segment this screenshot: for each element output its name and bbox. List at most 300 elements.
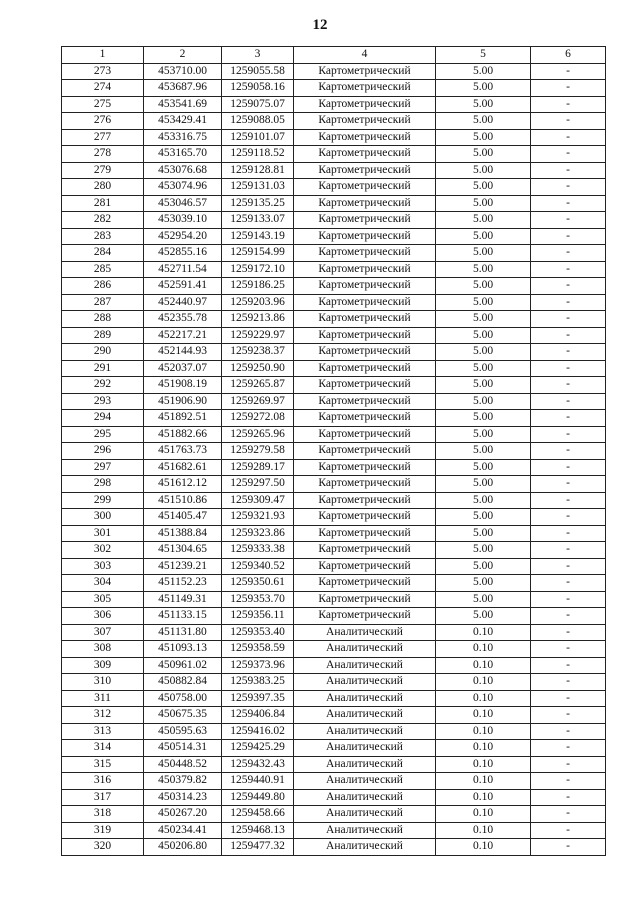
cell-y: 1259358.59 [222,641,294,658]
cell-description: - [531,525,606,542]
cell-y: 1259265.87 [222,377,294,394]
cell-y: 1259250.90 [222,360,294,377]
table-row [62,426,606,443]
cell-x: 451152.23 [144,575,222,592]
cell-x: 450675.35 [144,707,222,724]
cell-y: 1259353.40 [222,624,294,641]
cell-method: Аналитический [294,789,436,806]
cell-description: - [531,96,606,113]
cell-x: 451908.19 [144,377,222,394]
cell-precision: 5.00 [436,80,531,97]
cell-point-number: 308 [62,641,144,658]
cell-description: - [531,674,606,691]
cell-description: - [531,756,606,773]
cell-y: 1259440.91 [222,773,294,790]
cell-x: 451882.66 [144,426,222,443]
cell-point-number: 299 [62,492,144,509]
cell-x: 450234.41 [144,822,222,839]
cell-description: - [531,542,606,559]
cell-point-number: 290 [62,344,144,361]
column-header: 1 [62,47,144,64]
cell-description: - [531,789,606,806]
table-row [62,558,606,575]
cell-description: - [531,146,606,163]
table-row [62,674,606,691]
cell-point-number: 273 [62,63,144,80]
cell-point-number: 301 [62,525,144,542]
cell-method: Картометрический [294,80,436,97]
cell-x: 452711.54 [144,261,222,278]
table-row [62,278,606,295]
cell-method: Аналитический [294,773,436,790]
table-row [62,657,606,674]
cell-y: 1259406.84 [222,707,294,724]
cell-precision: 5.00 [436,228,531,245]
cell-y: 1259477.32 [222,839,294,856]
cell-x: 451239.21 [144,558,222,575]
cell-point-number: 280 [62,179,144,196]
table-row [62,96,606,113]
cell-description: - [531,624,606,641]
cell-y: 1259458.66 [222,806,294,823]
cell-method: Картометрический [294,393,436,410]
cell-precision: 0.10 [436,806,531,823]
cell-description: - [531,641,606,658]
cell-y: 1259135.25 [222,195,294,212]
table-row [62,80,606,97]
cell-x: 450206.80 [144,839,222,856]
cell-precision: 5.00 [436,162,531,179]
cell-description: - [531,707,606,724]
cell-description: - [531,261,606,278]
cell-precision: 5.00 [436,476,531,493]
cell-x: 451133.15 [144,608,222,625]
cell-method: Аналитический [294,806,436,823]
cell-precision: 5.00 [436,492,531,509]
table-row [62,113,606,130]
cell-x: 452954.20 [144,228,222,245]
cell-method: Аналитический [294,624,436,641]
cell-method: Аналитический [294,641,436,658]
cell-point-number: 317 [62,789,144,806]
cell-y: 1259229.97 [222,327,294,344]
cell-precision: 5.00 [436,542,531,559]
cell-x: 452037.07 [144,360,222,377]
cell-precision: 0.10 [436,740,531,757]
cell-precision: 5.00 [436,146,531,163]
cell-point-number: 313 [62,723,144,740]
cell-description: - [531,426,606,443]
cell-precision: 5.00 [436,558,531,575]
cell-x: 450882.84 [144,674,222,691]
cell-point-number: 274 [62,80,144,97]
cell-method: Аналитический [294,674,436,691]
cell-x: 451892.51 [144,410,222,427]
column-header: 6 [531,47,606,64]
cell-point-number: 295 [62,426,144,443]
cell-y: 1259055.58 [222,63,294,80]
cell-point-number: 307 [62,624,144,641]
cell-point-number: 310 [62,674,144,691]
cell-y: 1259333.38 [222,542,294,559]
cell-precision: 5.00 [436,294,531,311]
cell-point-number: 282 [62,212,144,229]
cell-description: - [531,558,606,575]
cell-description: - [531,327,606,344]
cell-x: 452355.78 [144,311,222,328]
table-row [62,822,606,839]
cell-x: 451405.47 [144,509,222,526]
cell-precision: 5.00 [436,410,531,427]
cell-x: 453541.69 [144,96,222,113]
table-row [62,344,606,361]
table-row [62,740,606,757]
cell-x: 453429.41 [144,113,222,130]
cell-y: 1259154.99 [222,245,294,262]
cell-precision: 5.00 [436,212,531,229]
cell-point-number: 320 [62,839,144,856]
cell-description: - [531,294,606,311]
table-row [62,228,606,245]
cell-x: 451304.65 [144,542,222,559]
cell-method: Картометрический [294,443,436,460]
cell-point-number: 278 [62,146,144,163]
cell-point-number: 292 [62,377,144,394]
cell-point-number: 303 [62,558,144,575]
column-header: 4 [294,47,436,64]
cell-description: - [531,393,606,410]
cell-x: 451682.61 [144,459,222,476]
cell-x: 451510.86 [144,492,222,509]
cell-precision: 5.00 [436,129,531,146]
cell-point-number: 287 [62,294,144,311]
cell-description: - [531,195,606,212]
cell-precision: 5.00 [436,113,531,130]
cell-x: 453710.00 [144,63,222,80]
cell-description: - [531,509,606,526]
cell-point-number: 305 [62,591,144,608]
cell-precision: 5.00 [436,63,531,80]
cell-description: - [531,129,606,146]
cell-description: - [531,773,606,790]
cell-method: Картометрический [294,525,436,542]
cell-description: - [531,806,606,823]
cell-y: 1259323.86 [222,525,294,542]
cell-point-number: 296 [62,443,144,460]
cell-precision: 5.00 [436,327,531,344]
cell-y: 1259088.05 [222,113,294,130]
cell-method: Аналитический [294,822,436,839]
cell-x: 451906.90 [144,393,222,410]
cell-y: 1259118.52 [222,146,294,163]
cell-y: 1259297.50 [222,476,294,493]
table-row [62,146,606,163]
cell-x: 450961.02 [144,657,222,674]
cell-y: 1259172.10 [222,261,294,278]
table-row [62,195,606,212]
table-row [62,608,606,625]
cell-description: - [531,459,606,476]
cell-method: Аналитический [294,740,436,757]
cell-description: - [531,63,606,80]
cell-precision: 5.00 [436,591,531,608]
cell-method: Картометрический [294,542,436,559]
table-row [62,212,606,229]
table-row [62,492,606,509]
cell-x: 450379.82 [144,773,222,790]
cell-precision: 0.10 [436,789,531,806]
cell-method: Картометрический [294,459,436,476]
cell-point-number: 281 [62,195,144,212]
cell-point-number: 298 [62,476,144,493]
cell-precision: 5.00 [436,195,531,212]
table-row [62,261,606,278]
cell-method: Картометрический [294,129,436,146]
cell-y: 1259143.19 [222,228,294,245]
cell-description: - [531,80,606,97]
cell-x: 453076.68 [144,162,222,179]
cell-point-number: 291 [62,360,144,377]
cell-y: 1259133.07 [222,212,294,229]
table-row [62,476,606,493]
cell-y: 1259186.25 [222,278,294,295]
cell-x: 453165.70 [144,146,222,163]
cell-x: 452591.41 [144,278,222,295]
cell-precision: 0.10 [436,839,531,856]
table-body [62,63,606,855]
cell-description: - [531,245,606,262]
table-row [62,393,606,410]
cell-description: - [531,179,606,196]
cell-point-number: 275 [62,96,144,113]
table-row [62,63,606,80]
cell-method: Картометрический [294,294,436,311]
cell-description: - [531,822,606,839]
table-row [62,509,606,526]
cell-description: - [531,740,606,757]
cell-method: Картометрический [294,410,436,427]
cell-method: Картометрический [294,591,436,608]
cell-y: 1259279.58 [222,443,294,460]
cell-precision: 5.00 [436,426,531,443]
cell-y: 1259425.29 [222,740,294,757]
cell-x: 451093.13 [144,641,222,658]
column-header: 3 [222,47,294,64]
cell-method: Картометрический [294,195,436,212]
cell-y: 1259272.08 [222,410,294,427]
page-number: 12 [312,17,328,33]
cell-x: 452855.16 [144,245,222,262]
cell-y: 1259383.25 [222,674,294,691]
table-row [62,311,606,328]
cell-description: - [531,360,606,377]
cell-method: Картометрический [294,245,436,262]
cell-method: Картометрический [294,608,436,625]
cell-description: - [531,657,606,674]
cell-y: 1259203.96 [222,294,294,311]
cell-precision: 5.00 [436,96,531,113]
cell-x: 452144.93 [144,344,222,361]
cell-point-number: 302 [62,542,144,559]
table-row [62,179,606,196]
cell-y: 1259269.97 [222,393,294,410]
cell-x: 450267.20 [144,806,222,823]
cell-point-number: 279 [62,162,144,179]
cell-description: - [531,575,606,592]
cell-point-number: 277 [62,129,144,146]
table-row [62,591,606,608]
cell-precision: 5.00 [436,608,531,625]
cell-x: 451612.12 [144,476,222,493]
table-row [62,756,606,773]
table-row [62,459,606,476]
cell-precision: 0.10 [436,707,531,724]
cell-description: - [531,377,606,394]
cell-method: Картометрический [294,344,436,361]
cell-precision: 5.00 [436,459,531,476]
cell-description: - [531,839,606,856]
cell-point-number: 319 [62,822,144,839]
cell-point-number: 312 [62,707,144,724]
cell-method: Картометрический [294,360,436,377]
cell-y: 1259265.96 [222,426,294,443]
cell-point-number: 276 [62,113,144,130]
cell-precision: 0.10 [436,674,531,691]
cell-method: Картометрический [294,113,436,130]
table-row [62,806,606,823]
cell-method: Картометрический [294,96,436,113]
cell-precision: 5.00 [436,245,531,262]
cell-description: - [531,228,606,245]
cell-point-number: 306 [62,608,144,625]
cell-y: 1259309.47 [222,492,294,509]
cell-method: Картометрический [294,261,436,278]
cell-precision: 0.10 [436,690,531,707]
cell-y: 1259353.70 [222,591,294,608]
cell-method: Картометрический [294,558,436,575]
cell-method: Картометрический [294,492,436,509]
table-row [62,294,606,311]
cell-description: - [531,278,606,295]
table-row [62,162,606,179]
cell-point-number: 289 [62,327,144,344]
cell-precision: 5.00 [436,311,531,328]
cell-y: 1259340.52 [222,558,294,575]
cell-point-number: 315 [62,756,144,773]
cell-x: 453316.75 [144,129,222,146]
cell-method: Аналитический [294,707,436,724]
cell-method: Картометрический [294,509,436,526]
cell-description: - [531,311,606,328]
cell-method: Аналитический [294,723,436,740]
cell-y: 1259468.13 [222,822,294,839]
cell-x: 452440.97 [144,294,222,311]
cell-x: 451388.84 [144,525,222,542]
cell-description: - [531,591,606,608]
cell-precision: 0.10 [436,641,531,658]
cell-method: Картометрический [294,146,436,163]
table-row [62,327,606,344]
cell-y: 1259321.93 [222,509,294,526]
cell-y: 1259356.11 [222,608,294,625]
cell-method: Аналитический [294,756,436,773]
cell-y: 1259289.17 [222,459,294,476]
cell-method: Картометрический [294,426,436,443]
cell-point-number: 297 [62,459,144,476]
table-row [62,129,606,146]
cell-description: - [531,608,606,625]
cell-precision: 5.00 [436,377,531,394]
cell-x: 450514.31 [144,740,222,757]
cell-x: 453039.10 [144,212,222,229]
cell-method: Картометрический [294,575,436,592]
coordinates-table [61,46,606,856]
table-row [62,443,606,460]
cell-point-number: 293 [62,393,144,410]
cell-point-number: 309 [62,657,144,674]
table-row [62,723,606,740]
cell-precision: 0.10 [436,756,531,773]
cell-y: 1259350.61 [222,575,294,592]
cell-y: 1259058.16 [222,80,294,97]
cell-description: - [531,690,606,707]
cell-description: - [531,492,606,509]
cell-x: 450595.63 [144,723,222,740]
cell-description: - [531,443,606,460]
cell-method: Картометрический [294,63,436,80]
table-row [62,839,606,856]
cell-precision: 0.10 [436,773,531,790]
table-row [62,542,606,559]
cell-y: 1259238.37 [222,344,294,361]
table-row [62,641,606,658]
cell-point-number: 311 [62,690,144,707]
cell-method: Картометрический [294,377,436,394]
cell-y: 1259101.07 [222,129,294,146]
cell-description: - [531,212,606,229]
table-row [62,773,606,790]
cell-x: 453074.96 [144,179,222,196]
cell-x: 453687.96 [144,80,222,97]
cell-point-number: 314 [62,740,144,757]
table-row [62,377,606,394]
cell-point-number: 283 [62,228,144,245]
cell-precision: 0.10 [436,723,531,740]
column-header: 2 [144,47,222,64]
table-row [62,707,606,724]
cell-precision: 0.10 [436,822,531,839]
cell-precision: 5.00 [436,393,531,410]
table-row [62,690,606,707]
cell-y: 1259373.96 [222,657,294,674]
cell-precision: 0.10 [436,657,531,674]
cell-y: 1259397.35 [222,690,294,707]
cell-method: Картометрический [294,162,436,179]
cell-x: 453046.57 [144,195,222,212]
cell-point-number: 294 [62,410,144,427]
cell-point-number: 304 [62,575,144,592]
cell-method: Аналитический [294,657,436,674]
cell-precision: 0.10 [436,624,531,641]
cell-description: - [531,410,606,427]
table-row [62,360,606,377]
cell-point-number: 300 [62,509,144,526]
cell-method: Аналитический [294,839,436,856]
table-row [62,789,606,806]
cell-y: 1259449.80 [222,789,294,806]
table-row [62,245,606,262]
cell-precision: 5.00 [436,509,531,526]
